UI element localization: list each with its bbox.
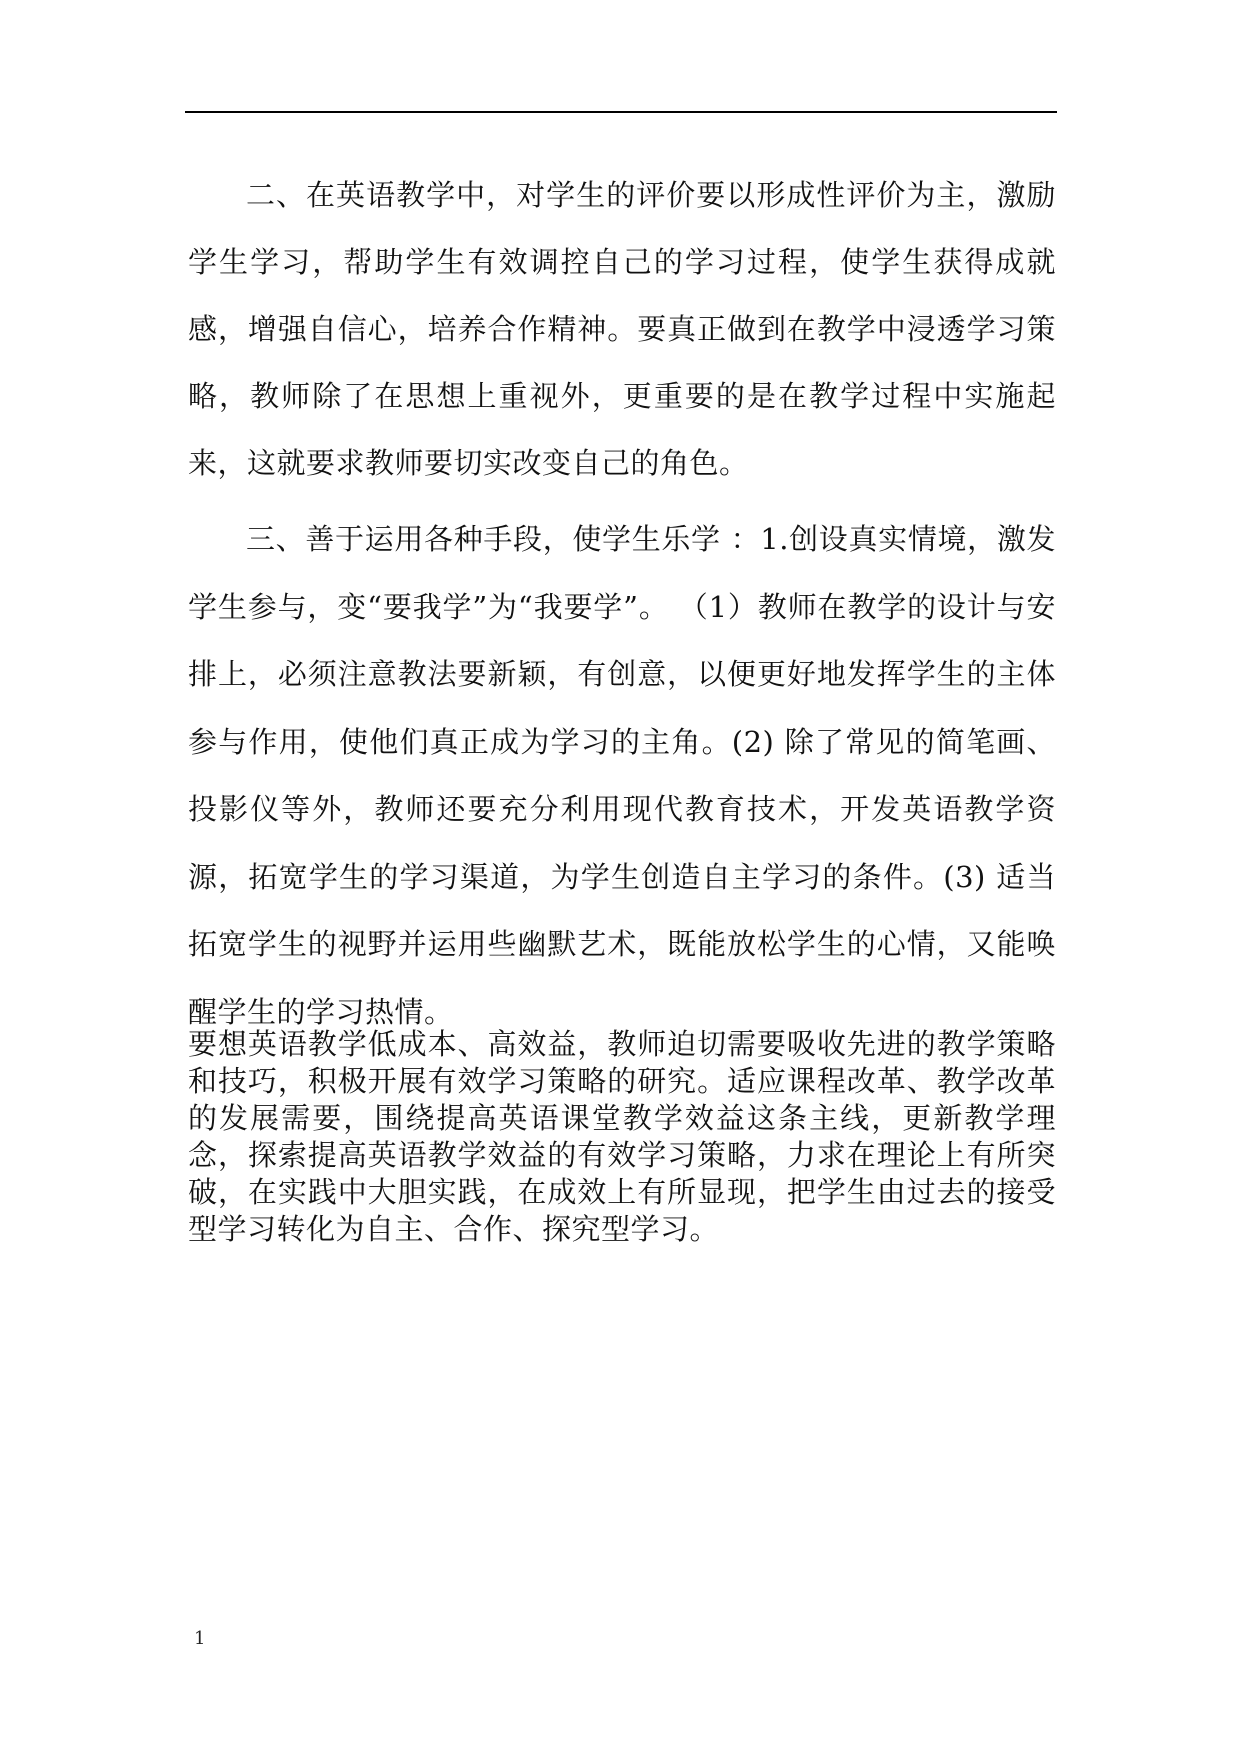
paragraph-teaching-methods: 三、善于运用各种手段，使学生乐学 ：1.创设真实情境，激发学生参与，变“要我学”为“我要学”。 （1）教师在教学的设计与安排上，必须注意教法要新颖，有创意，以便更好地发挥学生的主体参与作用，使他们真正成为学习的主角。(2) 除了常见的简笔画、投影仪等外，教师还要充分利用现代教育技术，开发英语教学资源，拓宽学生的学习渠道，为学生创造自主学习的条件。(3) 适当拓宽学生的视野并运用些幽默艺术，既能放松学生的心情，又能唤醒学生的学习热情。: [188, 522, 1056, 1029]
header-rule: [185, 111, 1057, 113]
paragraph-evaluation: 二、在英语教学中，对学生的评价要以形成性评价为主，激励学生学习，帮助学生有效调控自己的学习过程，使学生获得成就感，增强自信心，培养合作精神。要真正做到在教学中浸透学习策略，教师除了在思想上重视外，更重要的是在教学过程中实施起来，这就要求教师要切实改变自己的角色。: [188, 178, 1056, 480]
paragraph-conclusion: 要想英语教学低成本、高效益，教师迫切需要吸收先进的教学策略和技巧，积极开展有效学习策略的研究。适应课程改革、教学改革的发展需要，围绕提高英语课堂教学效益这条主线，更新教学理念，探索提高英语教学效益的有效学习策略，力求在理论上有所突破，在实践中大胆实践，在成效上有所显现，把学生由过去的接受型学习转化为自主、合作、探究型学习。: [188, 1027, 1056, 1246]
page-number: 1: [194, 1628, 206, 1649]
